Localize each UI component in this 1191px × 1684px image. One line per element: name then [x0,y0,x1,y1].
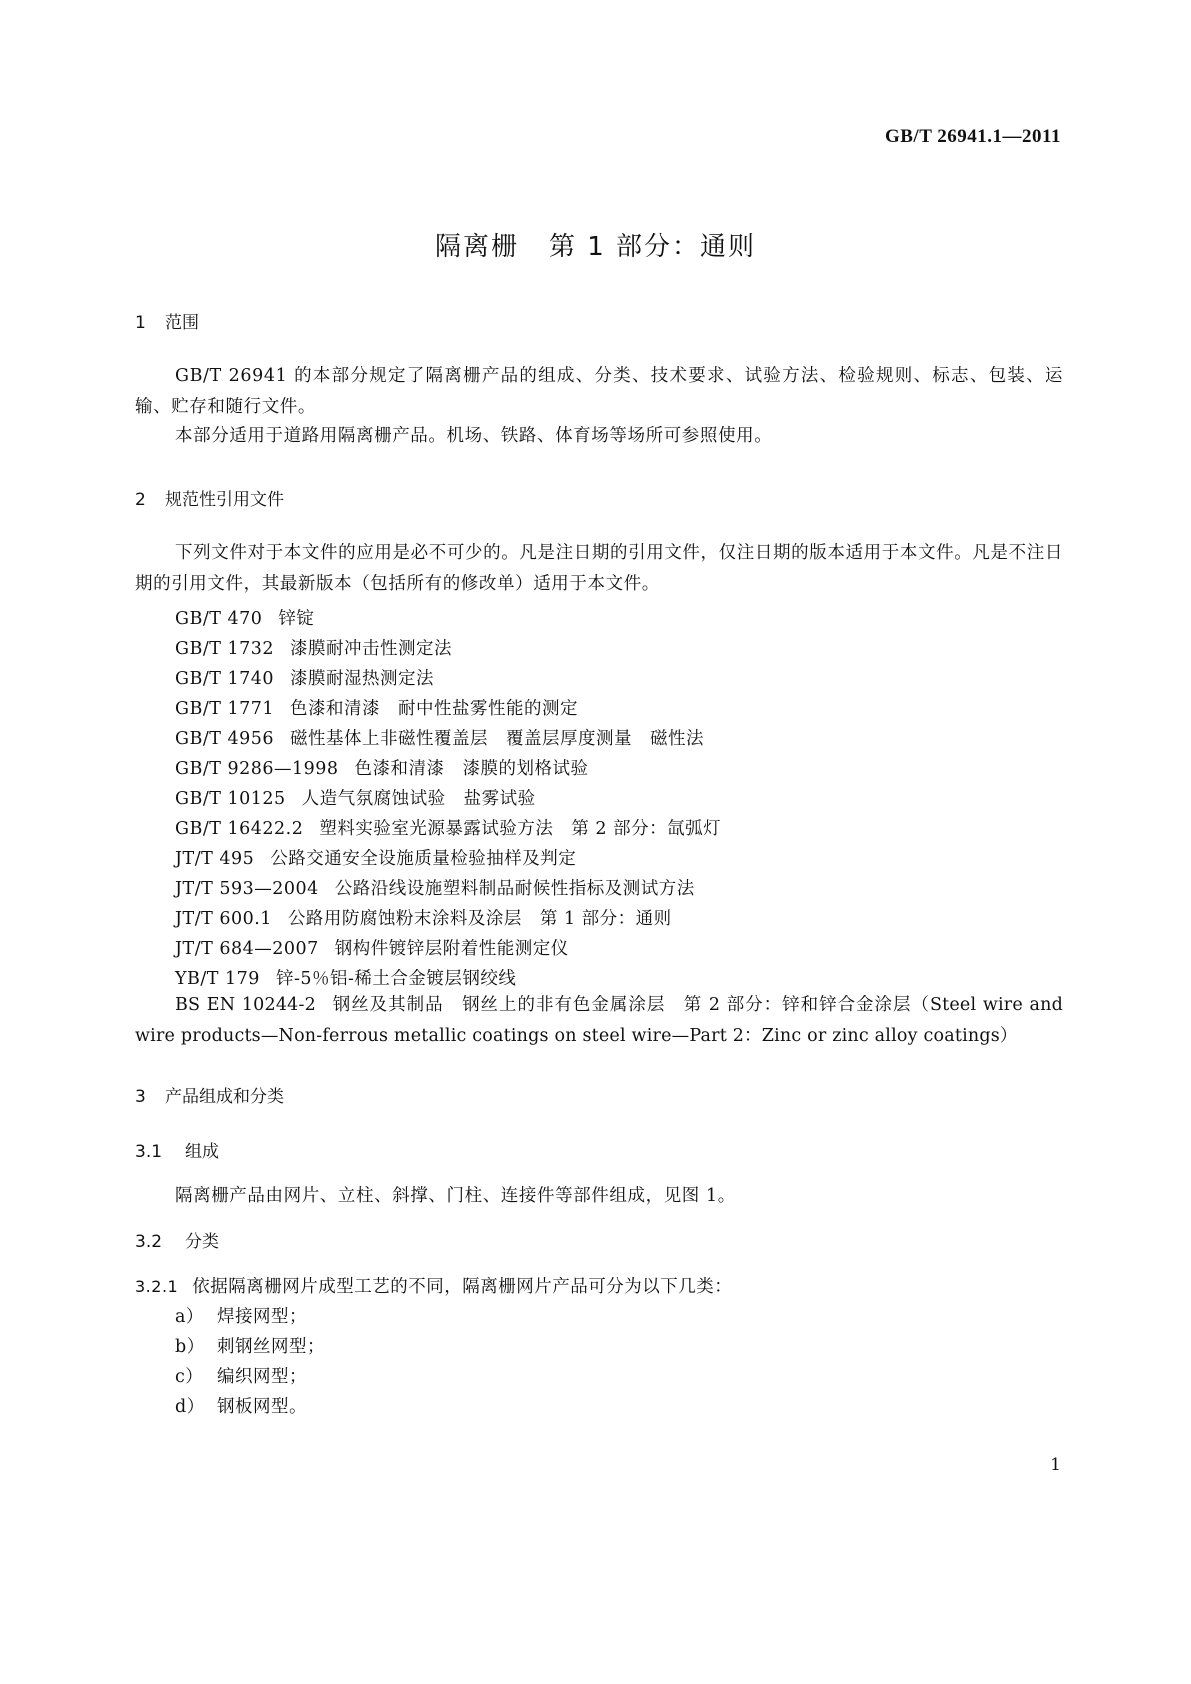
reference-title: 色漆和清漆 耐中性盐雾性能的测定 [290,699,579,719]
reference-code: GB/T 470 [175,609,263,629]
list-marker: b） [175,1337,205,1357]
title-main: 隔离栅 [434,232,519,262]
reference-title: 锌-5％铝-稀土合金镀层钢绞线 [275,969,517,989]
list-marker: d） [175,1397,205,1417]
reference-title: 色漆和清漆 漆膜的划格试验 [354,759,589,779]
reference-item [175,695,578,720]
reference-code: JT/T 684—2007 [175,939,319,959]
section-title: 产品组成和分类 [165,1087,284,1107]
reference-code: GB/T 9286—1998 [175,759,339,779]
subsection-3-1-text: 隔离栅产品由网片、立柱、斜撑、门柱、连接件等部件组成，见图 1。 [175,1186,736,1206]
section-3-heading [135,1082,284,1107]
section-number: 2 [135,490,146,510]
subsection-title: 组成 [185,1142,219,1162]
reference-title: 钢丝及其制品 钢丝上的非有色金属涂层 第 2 部分：锌和锌合金涂层（Steel wire and wire products—Non-ferrous metallic coatings on steel wire—Part 2：Zinc or zinc alloy coatings） [135,995,1063,1046]
section-2-heading [135,485,284,510]
reference-item [175,875,695,900]
subsection-number: 3.1 [135,1142,163,1162]
list-item [175,1363,307,1388]
page-number: 1 [1050,1455,1061,1475]
reference-item [175,665,434,690]
document-title [0,226,1191,263]
reference-item [175,755,589,780]
reference-code: YB/T 179 [175,969,260,989]
reference-title: 公路用防腐蚀粉末涂料及涂层 第 1 部分：通则 [287,909,672,929]
reference-title: 漆膜耐湿热测定法 [290,669,435,689]
reference-title: 公路交通安全设施质量检验抽样及判定 [270,849,577,869]
section-1-paragraph-2: 本部分适用于道路用隔离栅产品。机场、铁路、体育场等场所可参照使用。 [175,426,773,446]
reference-item-long [135,990,1063,1052]
subsection-3-1-heading [135,1137,219,1162]
clause-text: 依据隔离栅网片成型工艺的不同，隔离栅网片产品可分为以下几类： [192,1277,733,1297]
list-text: 刺钢丝网型； [217,1337,325,1357]
list-text: 焊接网型； [217,1307,307,1327]
subsection-number: 3.2 [135,1232,163,1252]
section-1-heading [135,308,199,333]
reference-title: 锌锭 [278,609,315,629]
reference-item [175,605,314,630]
reference-item [175,935,569,960]
reference-code: BS EN 10244-2 [175,995,316,1015]
reference-title: 塑料实验室光源暴露试验方法 第 2 部分：氙弧灯 [319,819,722,839]
reference-title: 漆膜耐冲击性测定法 [290,639,453,659]
list-item [175,1393,307,1418]
standard-code: GB/T 26941.1—2011 [884,126,1061,147]
reference-code: GB/T 1771 [175,699,275,719]
reference-code: JT/T 495 [175,849,255,869]
reference-item [175,785,536,810]
section-number: 1 [135,313,146,333]
reference-item [175,635,452,660]
list-marker: a） [175,1307,204,1327]
reference-code: JT/T 600.1 [175,909,272,929]
section-title: 规范性引用文件 [165,490,284,510]
list-text: 钢板网型。 [217,1397,307,1417]
reference-item [175,965,516,990]
section-2-intro: 下列文件对于本文件的应用是必不可少的。凡是注日期的引用文件，仅注日期的版本适用于本文件。凡是不注日期的引用文件，其最新版本（包括所有的修改单）适用于本文件。 [135,543,1063,594]
reference-code: GB/T 1740 [175,669,275,689]
clause-3-2-1 [135,1273,732,1298]
subsection-title: 分类 [185,1232,219,1252]
title-sub: 第 1 部分：通则 [548,232,757,262]
reference-item [175,845,576,870]
reference-title: 磁性基体上非磁性覆盖层 覆盖层厚度测量 磁性法 [290,729,705,749]
reference-code: GB/T 10125 [175,789,286,809]
reference-code: GB/T 16422.2 [175,819,304,839]
list-text: 编织网型； [217,1367,307,1387]
reference-code: GB/T 1732 [175,639,275,659]
reference-title: 人造气氛腐蚀试验 盐雾试验 [301,789,536,809]
clause-number: 3.2.1 [135,1277,179,1296]
reference-item [175,905,672,930]
reference-item [175,815,721,840]
section-title: 范围 [165,313,199,333]
reference-title: 钢构件镀锌层附着性能测定仪 [334,939,569,959]
subsection-3-2-heading [135,1227,219,1252]
reference-code: GB/T 4956 [175,729,275,749]
reference-code: JT/T 593—2004 [175,879,319,899]
reference-item [175,725,704,750]
list-item [175,1303,307,1328]
reference-title: 公路沿线设施塑料制品耐候性指标及测试方法 [334,879,695,899]
list-item [175,1333,325,1358]
list-marker: c） [175,1367,204,1387]
section-1-paragraph-1: GB/T 26941 的本部分规定了隔离栅产品的组成、分类、技术要求、试验方法、检验规则、标志、包装、运输、贮存和随行文件。 [135,366,1063,417]
section-number: 3 [135,1087,146,1107]
